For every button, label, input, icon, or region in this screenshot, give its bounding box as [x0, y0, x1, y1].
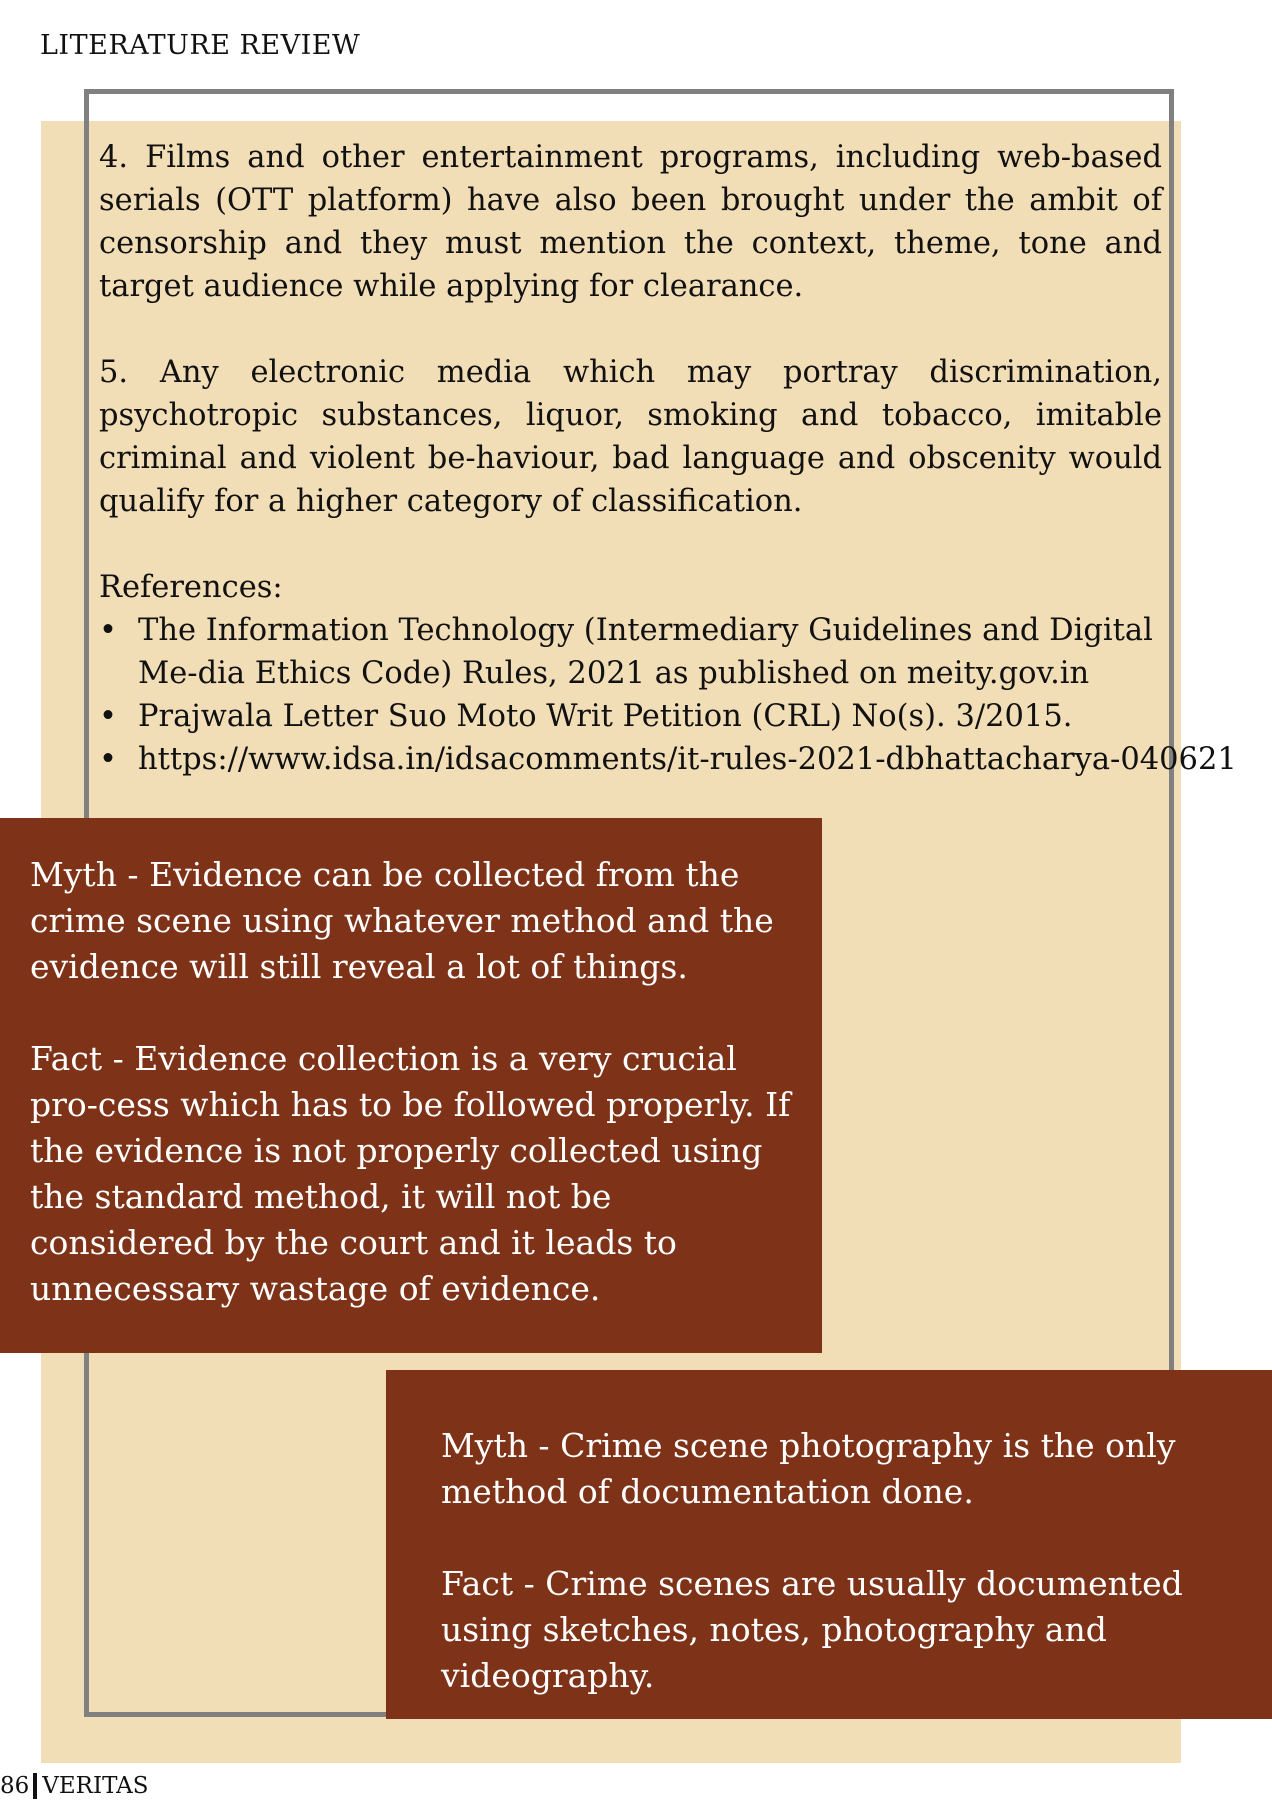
bullet-icon: •: [99, 613, 117, 648]
paragraph-point-5: 5. Any electronic media which may portray discrimination, psychotropic substances, liquor, smoking and tobacco, imitable criminal and violent be-haviour, bad language and obscenity would qualify for a higher category of classification.: [99, 355, 1162, 519]
reference-link[interactable]: https://www.idsa.in/idsacomments/it-rules-2021-dbhattacharya-040621: [138, 742, 1237, 777]
bullet-icon: •: [99, 699, 117, 734]
myth-fact-box-documentation: [386, 1370, 1272, 1719]
myth-text: Myth - Crime scene photography is the only method of documentation done.: [441, 1426, 1176, 1511]
fact-text: Fact - Evidence collection is a very crucial pro-cess which has to be followed properly. If the evidence is not properly collected using the standard method, it will not be considered by the court and it leads to unnecessary wastage of evidence.: [30, 1039, 791, 1308]
myth-text: Myth - Evidence can be collected from the crime scene using whatever method and the evidence will still reveal a lot of things.: [30, 855, 774, 986]
reference-item: [99, 695, 1162, 738]
fact-text: Fact - Crime scenes are usually documented using sketches, notes, photography and videography.: [441, 1564, 1183, 1695]
publication-name: VERITAS: [42, 1773, 149, 1799]
footer-divider: [33, 1773, 37, 1799]
paragraph-point-4: 4. Films and other entertainment programs, including web-based serials (OTT platform) have also been brought under the ambit of censorship and they must mention the context, theme, tone and target audience while applying for clearance.: [99, 140, 1162, 304]
page-footer: [0, 1772, 149, 1800]
reference-text: Prajwala Letter Suo Moto Writ Petition (CRL) No(s). 3/2015.: [138, 699, 1073, 734]
reference-item: [99, 738, 1237, 781]
references-list: [99, 609, 1237, 781]
section-label: LITERATURE REVIEW: [40, 30, 361, 61]
reference-item: [99, 609, 1162, 695]
page-number: 86: [0, 1773, 30, 1799]
article-content: [99, 136, 1237, 781]
references-heading: References:: [99, 570, 283, 605]
bullet-icon: •: [99, 742, 117, 777]
reference-text: The Information Technology (Intermediary Guidelines and Digital Me-dia Ethics Code) Rules, 2021 as published on meity.gov.in: [138, 613, 1153, 691]
myth-fact-box-evidence: [0, 818, 822, 1353]
